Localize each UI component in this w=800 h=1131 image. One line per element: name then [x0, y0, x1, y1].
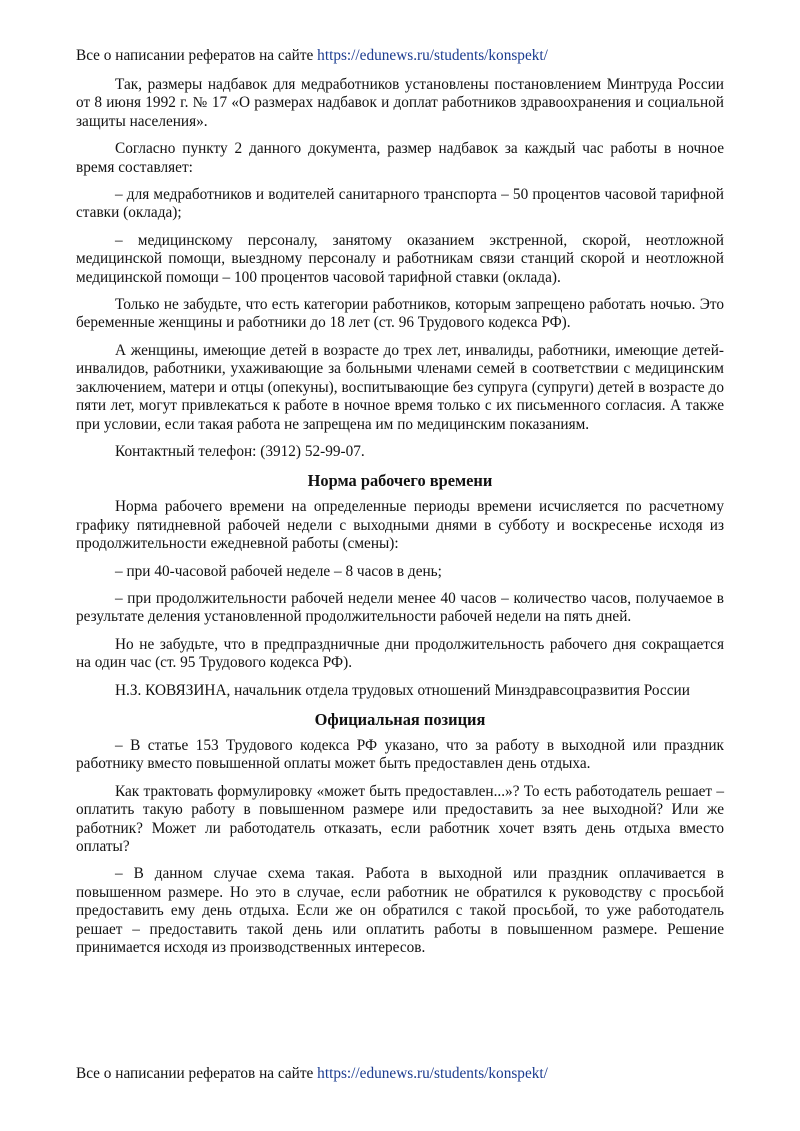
- page-footer: [76, 1064, 548, 1083]
- header-link[interactable]: https://edunews.ru/students/konspekt/: [317, 47, 548, 64]
- paragraph: – при 40-часовой рабочей неделе – 8 часов в день;: [115, 562, 442, 580]
- footer-text: Все о написании рефератов на сайте: [76, 1065, 318, 1082]
- paragraph: Но не забудьте, что в предпраздничные дни продолжительность рабочего дня сокращается на один час (ст. 95 Трудового кодекса РФ).: [76, 635, 724, 672]
- header-text: Все о написании рефератов на сайте: [76, 47, 318, 64]
- footer-link[interactable]: https://edunews.ru/students/konspekt/: [317, 1065, 548, 1082]
- author-signature: Н.З. КОВЯЗИНА, начальник отдела трудовых отношений Минздравсоцразвития России: [115, 681, 690, 699]
- paragraph: Так, размеры надбавок для медработников установлены постановлением Минтруда России от 8 июня 1992 г. № 17 «О размерах надбавок и доплат работников здравоохранения и социальной защиты населения».: [76, 76, 724, 130]
- paragraph: Согласно пункту 2 данного документа, размер надбавок за каждый час работы в ночное время составляет:: [76, 140, 724, 176]
- contact-phone: Контактный телефон: (3912) 52-99-07.: [115, 442, 365, 460]
- paragraph: А женщины, имеющие детей в возрасте до трех лет, инвалиды, работники, имеющие детей-инвалидов, работники, ухаживающие за больными членами семей в соответствии с медицинским заключением, матери и отцы (опекуны), воспитывающие без супруга (супруги) детей в возрасте до пяти лет, могут привлекаться к работе в ночное время только с их письменного согласия. А также при условии, если такая работа не запрещена им по медицинским показаниям.: [76, 341, 724, 433]
- document-page: [76, 0, 724, 1131]
- paragraph: Как трактовать формулировку «может быть предоставлен...»? То есть работодатель решает – оплатить такую работу в повышенном размере или предоставить за нее выходной? Или же работник? Может ли работодатель отказать, если работник хочет взять день отдыха вместо оплаты?: [76, 782, 724, 855]
- section-night-pay: [76, 76, 724, 461]
- section-heading: Норма рабочего времени: [307, 471, 493, 491]
- section-heading: Официальная позиция: [314, 709, 486, 729]
- section-working-hours: [76, 471, 724, 700]
- paragraph: – для медработников и водителей санитарного транспорта – 50 процентов часовой тарифной ставки (оклада);: [76, 186, 724, 222]
- section-official-position: [76, 710, 724, 957]
- paragraph: – при продолжительности рабочей недели менее 40 часов – количество часов, получаемое в результате деления установленной продолжительности рабочей недели на пять дней.: [76, 589, 724, 626]
- page-header: [76, 46, 548, 65]
- document-body: [76, 76, 724, 966]
- paragraph: – медицинскому персоналу, занятому оказанием экстренной, скорой, неотложной медицинской помощи, выездному персоналу и работникам связи станций скорой и неотложной медицинской помощи – 100 процентов часовой тарифной ставки (оклада).: [76, 231, 724, 286]
- paragraph: Норма рабочего времени на определенные периоды времени исчисляется по расчетному графику пятидневной рабочей недели с выходными днями в субботу и воскресенье исходя из продолжительности ежедневной работы (смены):: [76, 498, 724, 553]
- paragraph: Только не забудьте, что есть категории работников, которым запрещено работать ночью. Это беременные женщины и работники до 18 лет (ст. 96 Трудового кодекса РФ).: [76, 296, 724, 332]
- paragraph: – В данном случае схема такая. Работа в выходной или праздник оплачивается в повышенном размере. Но это в случае, если работник не обратился к руководству с просьбой предоставить ему день отдыха. Если же он обратился с такой просьбой, то уже работодатель решает – предоставить такой день или оплатить работы в повышенном размере. Решение принимается исходя из производственных интересов.: [76, 865, 724, 957]
- paragraph: – В статье 153 Трудового кодекса РФ указано, что за работу в выходной или праздник работнику вместо повышенной оплаты может быть предоставлен день отдыха.: [76, 736, 724, 773]
